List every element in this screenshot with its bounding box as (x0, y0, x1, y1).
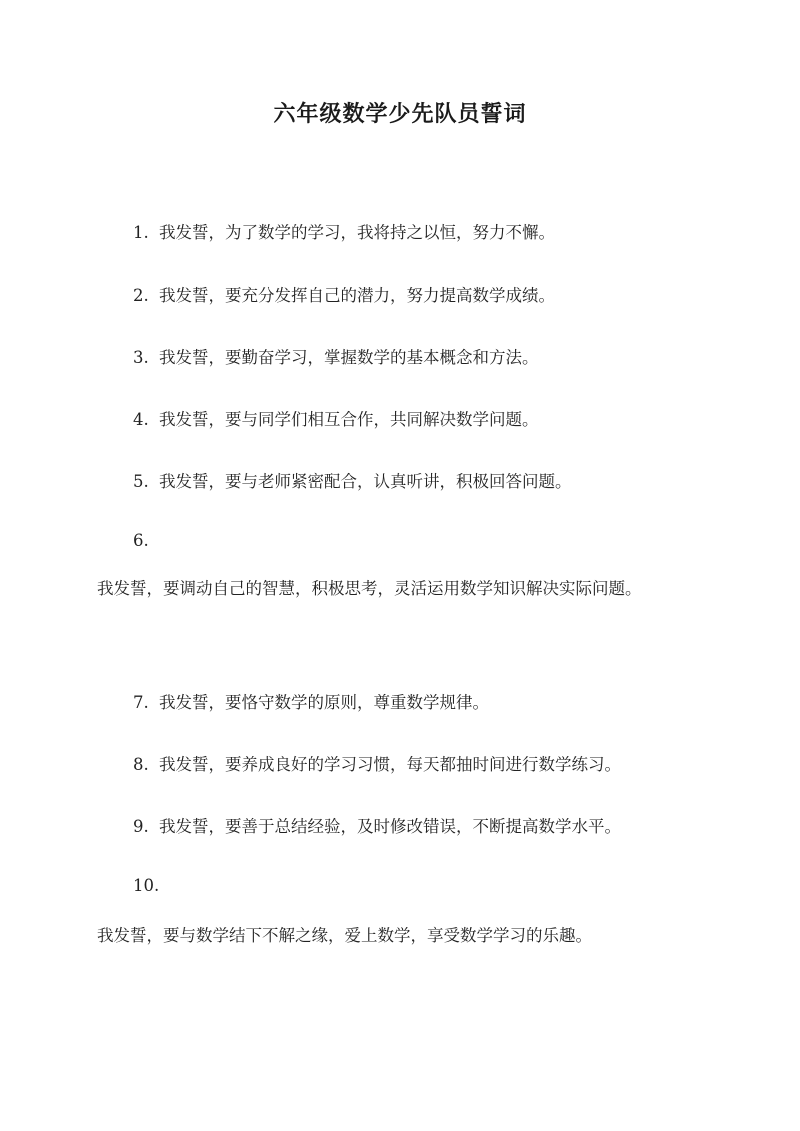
item-text: 我发誓，要善于总结经验，及时修改错误，不断提高数学水平。 (159, 817, 621, 836)
oath-item-5 (133, 468, 572, 492)
oath-item-4 (133, 406, 539, 430)
item-number: 4. (133, 410, 149, 429)
item-text: 我发誓，要恪守数学的原则，尊重数学规律。 (159, 693, 489, 712)
item-text: 我发誓，要与同学们相互合作，共同解决数学问题。 (159, 410, 539, 429)
item-text: 我发誓，要充分发挥自己的潜力，努力提高数学成绩。 (159, 286, 555, 305)
oath-item-3 (133, 344, 539, 368)
item-text: 我发誓，要养成良好的学习习惯，每天都抽时间进行数学练习。 (159, 755, 621, 774)
oath-item-7 (133, 689, 489, 713)
item-text: 我发誓，要与老师紧密配合，认真听讲，积极回答问题。 (159, 472, 572, 491)
oath-item-6-number: 6. (133, 531, 149, 550)
oath-item-8 (133, 751, 621, 775)
item-number: 1. (133, 223, 149, 242)
item-number: 8. (133, 755, 149, 774)
item-text: 我发誓，为了数学的学习，我将持之以恒，努力不懈。 (159, 223, 555, 242)
oath-item-9 (133, 813, 621, 837)
item-number: 7. (133, 693, 149, 712)
item-number: 5. (133, 472, 149, 491)
oath-item-10-text: 我发誓，要与数学结下不解之缘，爱上数学，享受数学学习的乐趣。 (97, 926, 592, 945)
oath-item-10-number: 10. (133, 876, 160, 895)
oath-item-1 (133, 219, 555, 243)
item-number: 9. (133, 817, 149, 836)
oath-item-2 (133, 282, 555, 306)
item-number: 2. (133, 286, 149, 305)
item-number: 3. (133, 348, 149, 367)
page-title: 六年级数学少先队员誓词 (273, 101, 527, 127)
item-text: 我发誓，要勤奋学习，掌握数学的基本概念和方法。 (159, 348, 539, 367)
oath-item-6-text: 我发誓，要调动自己的智慧，积极思考，灵活运用数学知识解决实际问题。 (97, 579, 642, 598)
